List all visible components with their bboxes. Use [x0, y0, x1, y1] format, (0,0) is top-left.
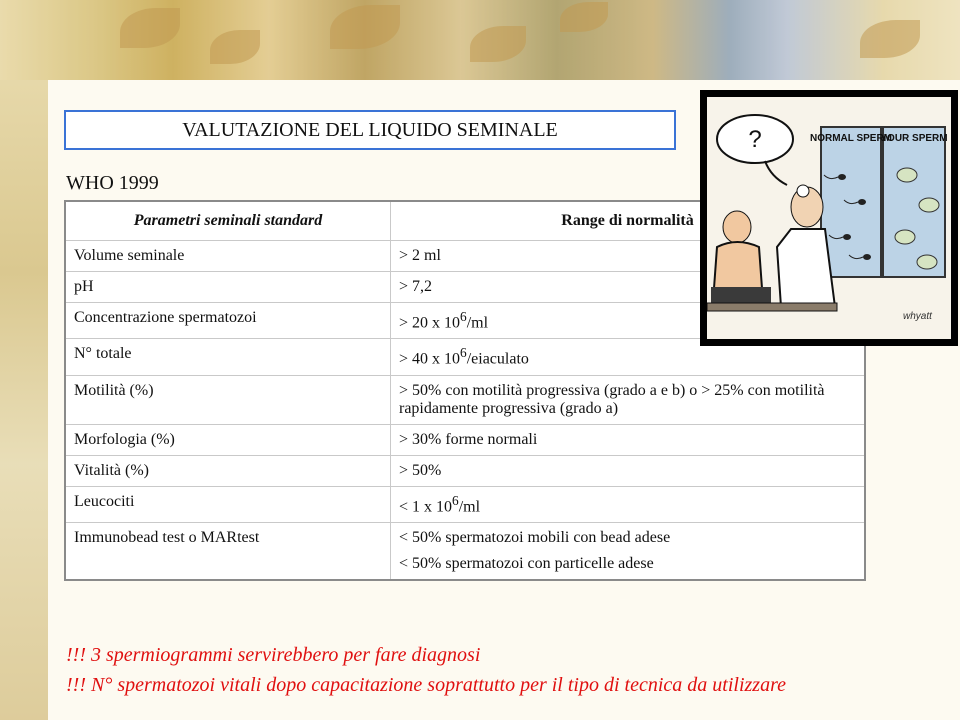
board-left-label: NORMAL SPERM [809, 133, 893, 144]
cartoon-illustration [707, 97, 951, 339]
patient-head [723, 211, 751, 243]
speech-text: ? [748, 126, 762, 153]
table-row [65, 455, 865, 486]
param-cell: N° totale [65, 339, 391, 375]
range-cell [391, 486, 866, 522]
param-cell: Vitalità (%) [65, 455, 391, 486]
param-cell: Volume seminale [65, 241, 391, 272]
param-cell: Concentrazione spermatozoi [65, 303, 391, 339]
exam-table [707, 303, 837, 311]
table-row [65, 424, 865, 455]
range-exponent: 6 [460, 345, 467, 361]
decorative-banner [0, 0, 960, 80]
header-parameters: Parametri seminali standard [65, 201, 391, 241]
cartoon-signature: whyatt [903, 311, 932, 322]
board-right-label: YOUR SPERM [880, 133, 948, 144]
range-cell: > 7,2 [391, 272, 866, 303]
range-text-secondary: < 50% spermatozoi con particelle adese [399, 554, 654, 572]
range-cell: > 2 ml [391, 241, 866, 272]
range-exponent: 6 [452, 492, 459, 508]
patient-pants [711, 287, 771, 305]
param-cell: Immunobead test o MARtest [65, 522, 391, 580]
note-line-2: !!! N° spermatozoi vitali dopo capacitazione soprattutto per il tipo di tecnica da utilizzare [66, 674, 786, 696]
param-cell: Leucociti [65, 486, 391, 522]
range-text: > 40 x 10 [399, 350, 461, 368]
table-row [65, 486, 865, 522]
param-cell: Morfologia (%) [65, 424, 391, 455]
decorative-left-strip [0, 80, 48, 720]
range-unit: /eiaculato [466, 350, 529, 368]
table-row [65, 375, 865, 424]
note-line-1: !!! 3 spermiogrammi servirebbero per fare diagnosi [66, 644, 481, 666]
header-range: Range di normalità [391, 201, 866, 241]
range-text: < 50% spermatozoi mobili con bead adese [399, 528, 671, 546]
table-row [65, 522, 865, 580]
param-cell: Motilità (%) [65, 375, 391, 424]
normal-sperm-board [821, 127, 881, 277]
range-cell [391, 522, 866, 580]
range-exponent: 6 [460, 309, 467, 324]
doctor-coat [777, 229, 835, 307]
slide-title-box [64, 110, 676, 150]
range-cell: > 30% forme normali [391, 424, 866, 455]
range-unit: /ml [466, 314, 489, 332]
range-text: > 20 x 10 [399, 314, 461, 332]
range-unit: /ml [458, 497, 481, 515]
reference-label: WHO 1999 [66, 172, 159, 194]
slide-title: VALUTAZIONE DEL LIQUIDO SEMINALE [182, 118, 558, 141]
doctor-cartoon [700, 90, 958, 346]
range-cell: > 50% con motilità progressiva (grado a e b) o > 25% con motilità rapidamente progressiva (grado a) [391, 375, 866, 424]
param-cell: pH [65, 272, 391, 303]
range-text: < 1 x 10 [399, 497, 453, 515]
range-cell: > 50% [391, 455, 866, 486]
